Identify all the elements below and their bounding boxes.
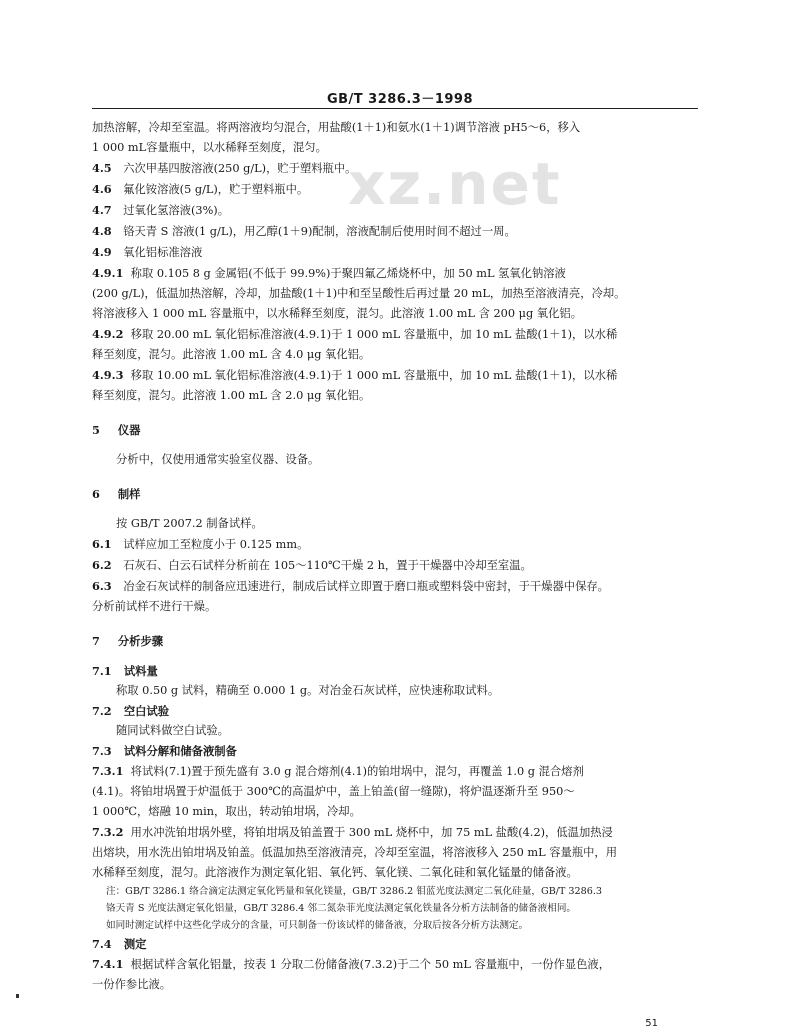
- continuation-line: [92, 345, 704, 365]
- clause-text: 氟化铵溶液(5 g/L)，贮于塑料瓶中。: [123, 183, 309, 196]
- paragraph-text: 分析中，仅使用通常实验室仪器、设备。: [116, 453, 320, 466]
- clause-number: 7.3: [92, 744, 112, 758]
- paragraph-text: 按 GB/T 2007.2 制备试样。: [116, 517, 263, 530]
- subsection-heading: [92, 701, 704, 721]
- subsection-heading: [92, 661, 704, 681]
- clause-line: [92, 954, 704, 975]
- clause-text: 用水冲洗铂坩埚外壁，将铂坩埚及铂盖置于 300 mL 烧杯中，加 75 mL 盐酸(4.2)，低温加热浸: [130, 826, 613, 839]
- clause-line: [92, 365, 704, 386]
- clause-line: [92, 324, 704, 345]
- paragraph-line: [92, 721, 704, 741]
- section-heading: [92, 484, 704, 504]
- clause-number: 7.3.1: [92, 764, 124, 778]
- clause-text: 根据试样含氧化铝量，按表 1 分取二份储备液(7.3.2)于二个 50 mL 容量瓶中，一份作显色液，: [130, 958, 611, 971]
- continuation-line: [92, 597, 704, 617]
- watermark: xz.net: [348, 150, 562, 218]
- clause-text: 将试料(7.1)置于预先盛有 3.0 g 混合熔剂(4.1)的铂坩埚中，混匀，再覆盖 1.0 g 混合熔剂: [130, 765, 584, 778]
- clause-text: 移取 20.00 mL 氧化铝标准溶液(4.9.1)于 1 000 mL 容量瓶中，加 10 mL 盐酸(1＋1)，以水稀: [130, 328, 618, 341]
- continuation-text: 一份作参比液。: [92, 978, 172, 991]
- note-text: 如同时测定试样中这些化学成分的含量，可只制备一份该试样的储备液，分取后按各分析方法测定。: [106, 920, 529, 931]
- continuation-text: 1 000 mL容量瓶中，以水稀释至刻度，混匀。: [92, 141, 327, 154]
- continuation-line: [92, 863, 704, 883]
- continuation-line: [92, 284, 704, 304]
- continuation-text: 加热溶解，冷却至室温。将两溶液均匀混合，用盐酸(1＋1)和氨水(1＋1)调节溶液 pH5～6，移入: [92, 121, 581, 134]
- continuation-text: 释至刻度，混匀。此溶液 1.00 mL 含 4.0 μg 氧化铝。: [92, 348, 371, 361]
- clause-line: [92, 555, 704, 576]
- paragraph-line: [92, 514, 704, 534]
- clause-line: [92, 263, 704, 284]
- continuation-line: [92, 386, 704, 406]
- note-line: [92, 883, 704, 900]
- section-number: 6: [92, 487, 100, 501]
- section-heading: [92, 420, 704, 440]
- clause-text: 冶金石灰试样的制备应迅速进行，制成后试样立即置于磨口瓶或塑料袋中密封，于干燥器中保存。: [123, 580, 609, 593]
- continuation-line: [92, 118, 704, 138]
- clause-line: [92, 221, 704, 242]
- clause-number: 6.1: [92, 537, 112, 551]
- clause-text: 石灰石、白云石试样分析前在 105～110℃干燥 2 h，置于干燥器中冷却至室温。: [123, 559, 532, 572]
- clause-line: [92, 242, 704, 263]
- note-text: 注：GB/T 3286.1 络合滴定法测定氧化钙量和氧化镁量，GB/T 3286.2 钼蓝光度法测定二氧化硅量，GB/T 3286.3: [106, 886, 602, 897]
- note-line: [92, 900, 704, 917]
- page-header: GB/T 3286.3－1998: [326, 92, 474, 107]
- paragraph-text: 称取 0.50 g 试料，精确至 0.000 1 g。对冶金石灰试样，应快速称取试料。: [116, 684, 500, 697]
- note-text: 铬天青 S 光度法测定氧化铝量，GB/T 3286.4 邻二氮杂菲光度法测定氧化铁量各分析方法制备的储备液相同。: [106, 903, 577, 914]
- continuation-text: 水稀释至刻度，混匀。此溶液作为测定氧化铝、氧化钙、氧化镁、二氧化硅和氧化锰量的储备液。: [92, 866, 578, 879]
- clause-number: 4.9: [92, 245, 112, 259]
- subsection-title: 空白试验: [123, 704, 170, 718]
- continuation-line: [92, 304, 704, 324]
- continuation-text: (200 g/L)，低温加热溶解，冷却，加盐酸(1＋1)中和至呈酸性后再过量 20 mL，加热至溶液清亮，冷却。: [92, 287, 626, 300]
- subsection-heading: [92, 934, 704, 954]
- paragraph-line: [92, 681, 704, 701]
- note-line: [92, 917, 704, 934]
- clause-number: 4.6: [92, 182, 112, 196]
- clause-line: [92, 200, 704, 221]
- clause-text: 过氧化氢溶液(3%)。: [123, 204, 230, 217]
- clause-line: [92, 576, 704, 597]
- clause-line: [92, 534, 704, 555]
- subsection-title: 试料量: [123, 664, 158, 678]
- clause-number: 4.7: [92, 203, 112, 217]
- continuation-line: [92, 975, 704, 995]
- clause-line: [92, 822, 704, 843]
- clause-text: 移取 10.00 mL 氧化铝标准溶液(4.9.1)于 1 000 mL 容量瓶中，加 10 mL 盐酸(1＋1)，以水稀: [130, 369, 618, 382]
- clause-number: 4.8: [92, 224, 112, 238]
- section-title: 制样: [117, 487, 141, 501]
- clause-number: 4.9.3: [92, 368, 124, 382]
- header-rule: [92, 108, 698, 109]
- continuation-text: 分析前试样不进行干燥。: [92, 600, 217, 613]
- section-number: 7: [92, 634, 100, 648]
- continuation-line: [92, 843, 704, 863]
- continuation-text: 1 000℃，熔融 10 min，取出，转动铂坩埚，冷却。: [92, 805, 361, 818]
- subsection-heading: [92, 741, 704, 761]
- clause-line: [92, 158, 704, 179]
- clause-number: 7.4: [92, 937, 112, 951]
- clause-number: 7.1: [92, 664, 112, 678]
- clause-number: 4.9.2: [92, 327, 124, 341]
- document-body: [92, 118, 704, 995]
- continuation-text: 释至刻度，混匀。此溶液 1.00 mL 含 2.0 μg 氧化铝。: [92, 389, 371, 402]
- subsection-title: 测定: [123, 937, 147, 951]
- continuation-line: [92, 138, 704, 158]
- clause-text: 铬天青 S 溶液(1 g/L)，用乙醇(1＋9)配制，溶液配制后使用时间不超过一周。: [123, 225, 516, 238]
- clause-number: 7.4.1: [92, 957, 124, 971]
- scan-speck: [16, 994, 19, 998]
- continuation-text: 出熔块，用水洗出铂坩埚及铂盖。低温加热至溶液清亮，冷却至室温，将溶液移入 250 mL 容量瓶中，用: [92, 846, 618, 859]
- continuation-text: 将溶液移入 1 000 mL 容量瓶中，以水稀释至刻度，混匀。此溶液 1.00 mL 含 200 μg 氧化铝。: [92, 307, 582, 320]
- continuation-line: [92, 782, 704, 802]
- clause-number: 6.3: [92, 579, 112, 593]
- section-title: 仪器: [117, 423, 141, 437]
- clause-number: 4.5: [92, 161, 112, 175]
- continuation-text: (4.1)。将铂坩埚置于炉温低于 300℃的高温炉中，盖上铂盖(留一缝隙)，将炉温逐渐升至 950～: [92, 785, 575, 798]
- paragraph-line: [92, 450, 704, 470]
- clause-line: [92, 179, 704, 200]
- clause-text: 六次甲基四胺溶液(250 g/L)，贮于塑料瓶中。: [123, 162, 357, 175]
- clause-number: 7.2: [92, 704, 112, 718]
- section-heading: [92, 631, 704, 651]
- section-number: 5: [92, 423, 100, 437]
- paragraph-text: 随同试料做空白试验。: [116, 724, 229, 737]
- continuation-line: [92, 802, 704, 822]
- clause-number: 7.3.2: [92, 825, 124, 839]
- clause-text: 称取 0.105 8 g 金属铝(不低于 99.9%)于聚四氟乙烯烧杯中，加 50 mL 氢氧化钠溶液: [130, 267, 566, 280]
- clause-text: 试样应加工至粒度小于 0.125 mm。: [123, 538, 309, 551]
- clause-number: 6.2: [92, 558, 112, 572]
- section-title: 分析步骤: [117, 634, 164, 648]
- clause-text: 氧化铝标准溶液: [123, 246, 203, 259]
- page-number: 51: [645, 1018, 658, 1029]
- subsection-title: 试料分解和储备液制备: [123, 744, 237, 758]
- clause-number: 4.9.1: [92, 266, 124, 280]
- clause-line: [92, 761, 704, 782]
